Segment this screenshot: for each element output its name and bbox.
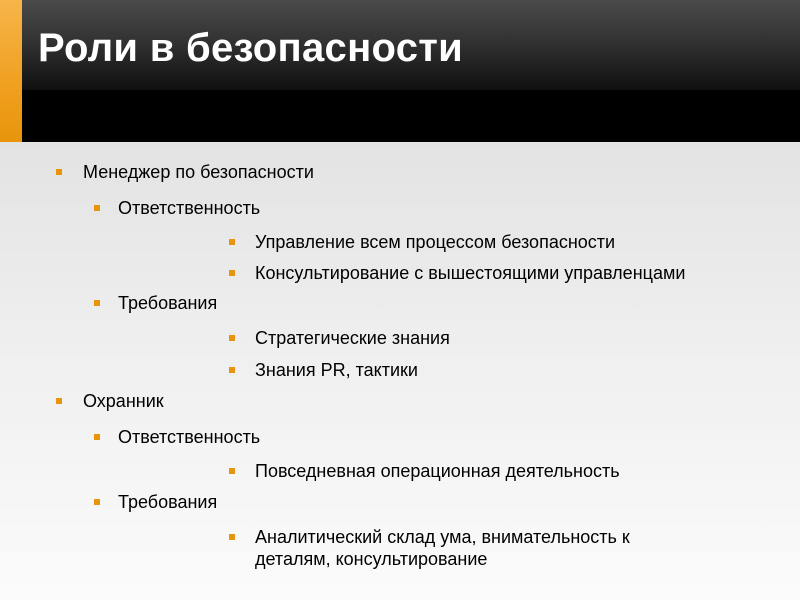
square-bullet-icon [229, 534, 235, 540]
square-bullet-icon [229, 468, 235, 474]
square-bullet-icon [56, 398, 62, 404]
list-item-label: Консультирование с вышестоящими управленцами [255, 263, 686, 283]
square-bullet-icon [229, 239, 235, 245]
square-bullet-icon [94, 434, 100, 440]
list-item-label: Повседневная операционная деятельность [255, 461, 620, 481]
square-bullet-icon [94, 205, 100, 211]
list-item-label: Управление всем процессом безопасности [255, 232, 616, 252]
square-bullet-icon [56, 169, 62, 175]
square-bullet-icon [229, 335, 235, 341]
slide-title: Роли в безопасности [38, 26, 464, 70]
list-item-label: Знания PR, тактики [255, 360, 418, 380]
list-item-label: Ответственность [118, 198, 261, 218]
list-item-label: Стратегические знания [255, 328, 450, 348]
list-item-label: Аналитический склад ума, внимательность к деталям, консультирование [255, 527, 630, 569]
square-bullet-icon [94, 300, 100, 306]
accent-bar [0, 0, 22, 142]
square-bullet-icon [229, 367, 235, 373]
list-item-label: Ответственность [118, 427, 261, 447]
square-bullet-icon [94, 499, 100, 505]
list-item-label: Охранник [83, 391, 164, 411]
list-item-label: Менеджер по безопасности [83, 162, 314, 182]
header-lower-band [0, 90, 800, 142]
list-item-label: Требования [118, 293, 218, 313]
square-bullet-icon [229, 270, 235, 276]
list-item-label: Требования [118, 492, 218, 512]
